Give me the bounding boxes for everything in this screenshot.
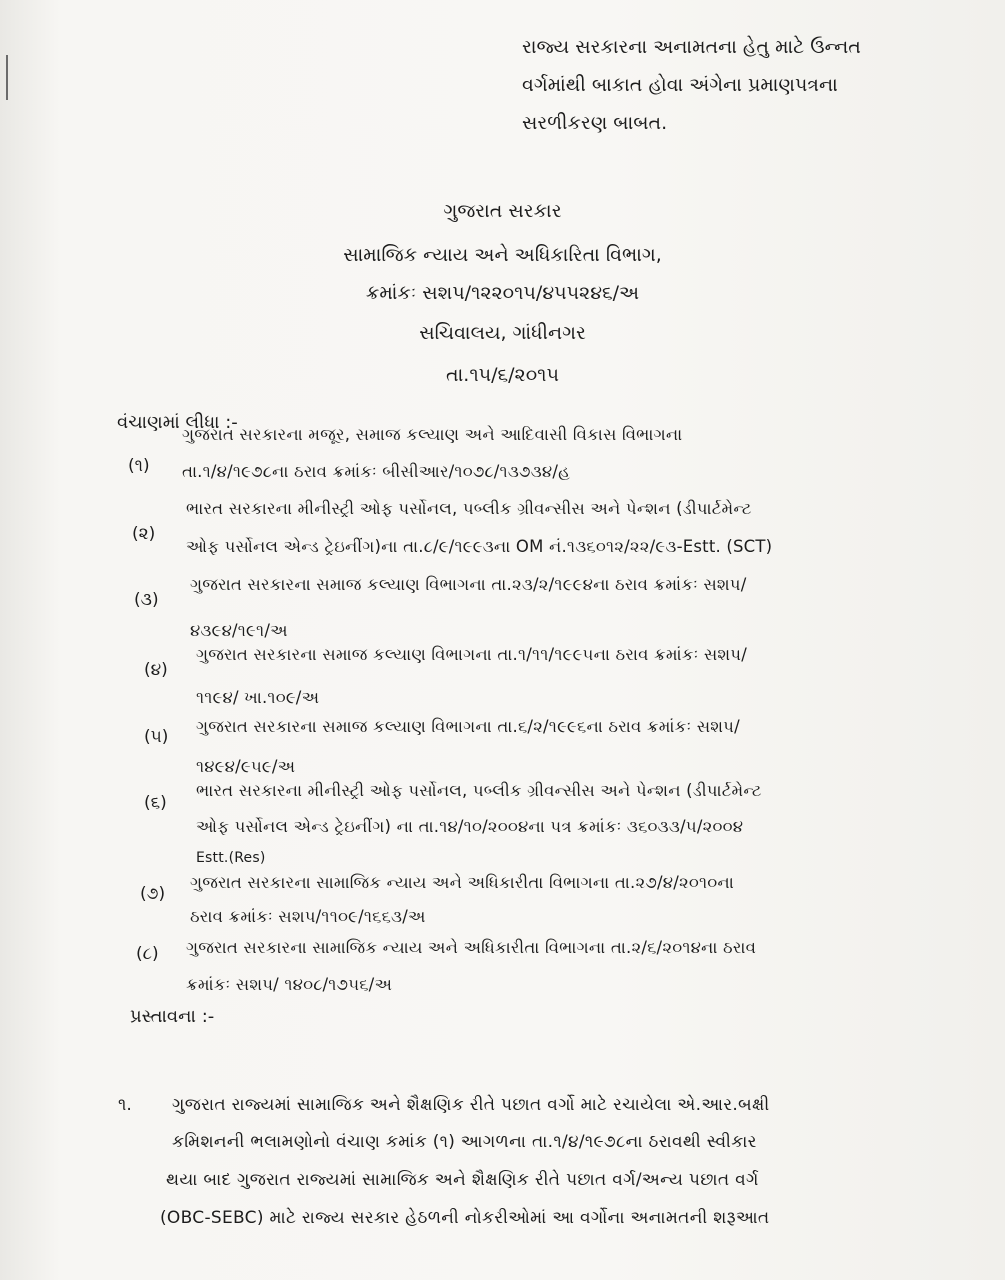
subject-block <box>522 28 902 142</box>
paragraph-line: કમિશનની ભલામણોનો વંચાણ કમાંક (૧) આગળના તા.૧/૪/૧૯૭૮ના ઠરાવથી સ્વીકાર <box>172 1132 757 1152</box>
paragraph-number: ૧. <box>118 1095 132 1115</box>
reference-line: ભારત સરકારના મીનીસ્ટ્રી ઓફ પર્સોનલ, પબ્લીક ગ્રીવન્સીસ અને પેન્શન (ડીપાર્ટમેન્ટ <box>186 499 752 518</box>
reference-number: (૭) <box>140 884 166 904</box>
office-location: સચિવાલય, ગાંધીનગર <box>419 322 586 344</box>
margin-mark <box>6 55 8 100</box>
reference-number: (૩) <box>134 590 159 610</box>
reference-number: (૨) <box>132 524 156 544</box>
subject-line: વર્ગમાંથી બાકાત હોવા અંગેના પ્રમાણપત્રના <box>522 74 838 96</box>
read-heading: વંચાણમાં લીધા :- <box>117 412 238 433</box>
reference-number: (૬) <box>144 793 167 813</box>
preamble-heading: પ્રસ્તાવના :- <box>130 1006 215 1027</box>
reference-line: ૧૪૯૪/૯૫૯/અ <box>196 757 296 776</box>
subject-line: રાજ્ય સરકારના અનામતના હેતુ માટે ઉન્નત <box>522 36 861 58</box>
reference-line: ગુજરાત સરકારના સમાજ કલ્યાણ વિભાગના તા.૬/૨/૧૯૯૬ના ઠરાવ ક્રમાંકઃ સશપ/ <box>196 717 740 736</box>
department-name: સામાજિક ન્યાય અને અધિકારિતા વિભાગ, <box>343 244 662 266</box>
reference-line: ગુજરાત સરકારના સમાજ કલ્યાણ વિભાગના તા.૧/૧૧/૧૯૯૫ના ઠરાવ ક્રમાંકઃ સશપ/ <box>196 645 747 664</box>
reference-line: ૧૧૯૪/ ખા.૧૦૯/અ <box>196 688 320 707</box>
reference-line: ઓફ પર્સોનલ એન્ડ ટ્રેઇનીંગ)ના તા.૮/૯/૧૯૯૩ના OM નં.૧૩૬૦૧૨/૨૨/૯૩-Estt. (SCT) <box>186 537 773 556</box>
reference-line: ગુજરાત સરકારના સામાજિક ન્યાય અને અધિકારીતા વિભાગના તા.૨/૬/૨૦૧૪ના ઠરાવ <box>186 938 757 957</box>
paragraph-line: ગુજરાત રાજ્યમાં સામાજિક અને શૈક્ષણિક રીતે પછાત વર્ગો માટે રચાયેલા એ.આર.બક્ષી <box>172 1095 770 1115</box>
reference-line: Estt.(Res) <box>196 850 266 866</box>
subject-line: સરળીકરણ બાબત. <box>522 112 668 134</box>
reference-line: ગુજરાત સરકારના મજૂર, સમાજ કલ્યાણ અને આદિવાસી વિકાસ વિભાગના <box>182 425 683 444</box>
reference-number: (૫) <box>144 727 169 747</box>
reference-line: ૪૩૯૪/૧૯૧/અ <box>190 621 288 640</box>
reference-number: (૧) <box>128 456 150 476</box>
order-number: ક્રમાંકઃ સશપ/૧૨૨૦૧૫/૪૫૫૨૪૬/અ <box>365 282 640 304</box>
government-name: ગુજરાત સરકાર <box>443 200 562 222</box>
reference-line: ગુજરાત સરકારના સામાજિક ન્યાય અને અધિકારીતા વિભાગના તા.૨૭/૪/૨૦૧૦ના <box>190 873 734 892</box>
reference-line: ઓફ પર્સોનલ એન્ડ ટ્રેઇનીંગ) ના તા.૧૪/૧૦/૨૦૦૪ના પત્ર ક્રમાંકઃ ૩૬૦૩૩/૫/૨૦૦૪ <box>196 817 744 836</box>
paragraph-line: થયા બાદ ગુજરાત રાજ્યમાં સામાજિક અને શૈક્ષણિક રીતે પછાત વર્ગ/અન્ય પછાત વર્ગ <box>166 1170 759 1190</box>
reference-line: ગુજરાત સરકારના સમાજ કલ્યાણ વિભાગના તા.૨૩/૨/૧૯૯૪ના ઠરાવ ક્રમાંકઃ સશપ/ <box>190 575 747 594</box>
reference-line: ભારત સરકારના મીનીસ્ટ્રી ઓફ પર્સોનલ, પબ્લીક ગ્રીવન્સીસ અને પેન્શન (ડીપાર્ટમેન્ટ <box>196 781 762 800</box>
reference-line: ક્રમાંકઃ સશપ/ ૧૪૦૮/૧૭૫૬/અ <box>186 975 393 994</box>
paragraph-line: (OBC-SEBC) માટે રાજ્ય સરકાર હેઠળની નોકરીઓમાં આ વર્ગોના અનામતની શરૂઆત <box>160 1208 770 1228</box>
reference-line: ઠરાવ ક્રમાંકઃ સશપ/૧૧૦૯/૧૬૬૩/અ <box>190 907 426 926</box>
reference-number: (૪) <box>144 660 168 680</box>
order-date: તા.૧૫/૬/૨૦૧૫ <box>446 364 559 386</box>
reference-line: તા.૧/૪/૧૯૭૮ના ઠરાવ ક્રમાંકઃ બીસીઆર/૧૦૭૮/૧૩૭૩૪/હ <box>182 462 571 481</box>
reference-number: (૮) <box>136 944 159 964</box>
